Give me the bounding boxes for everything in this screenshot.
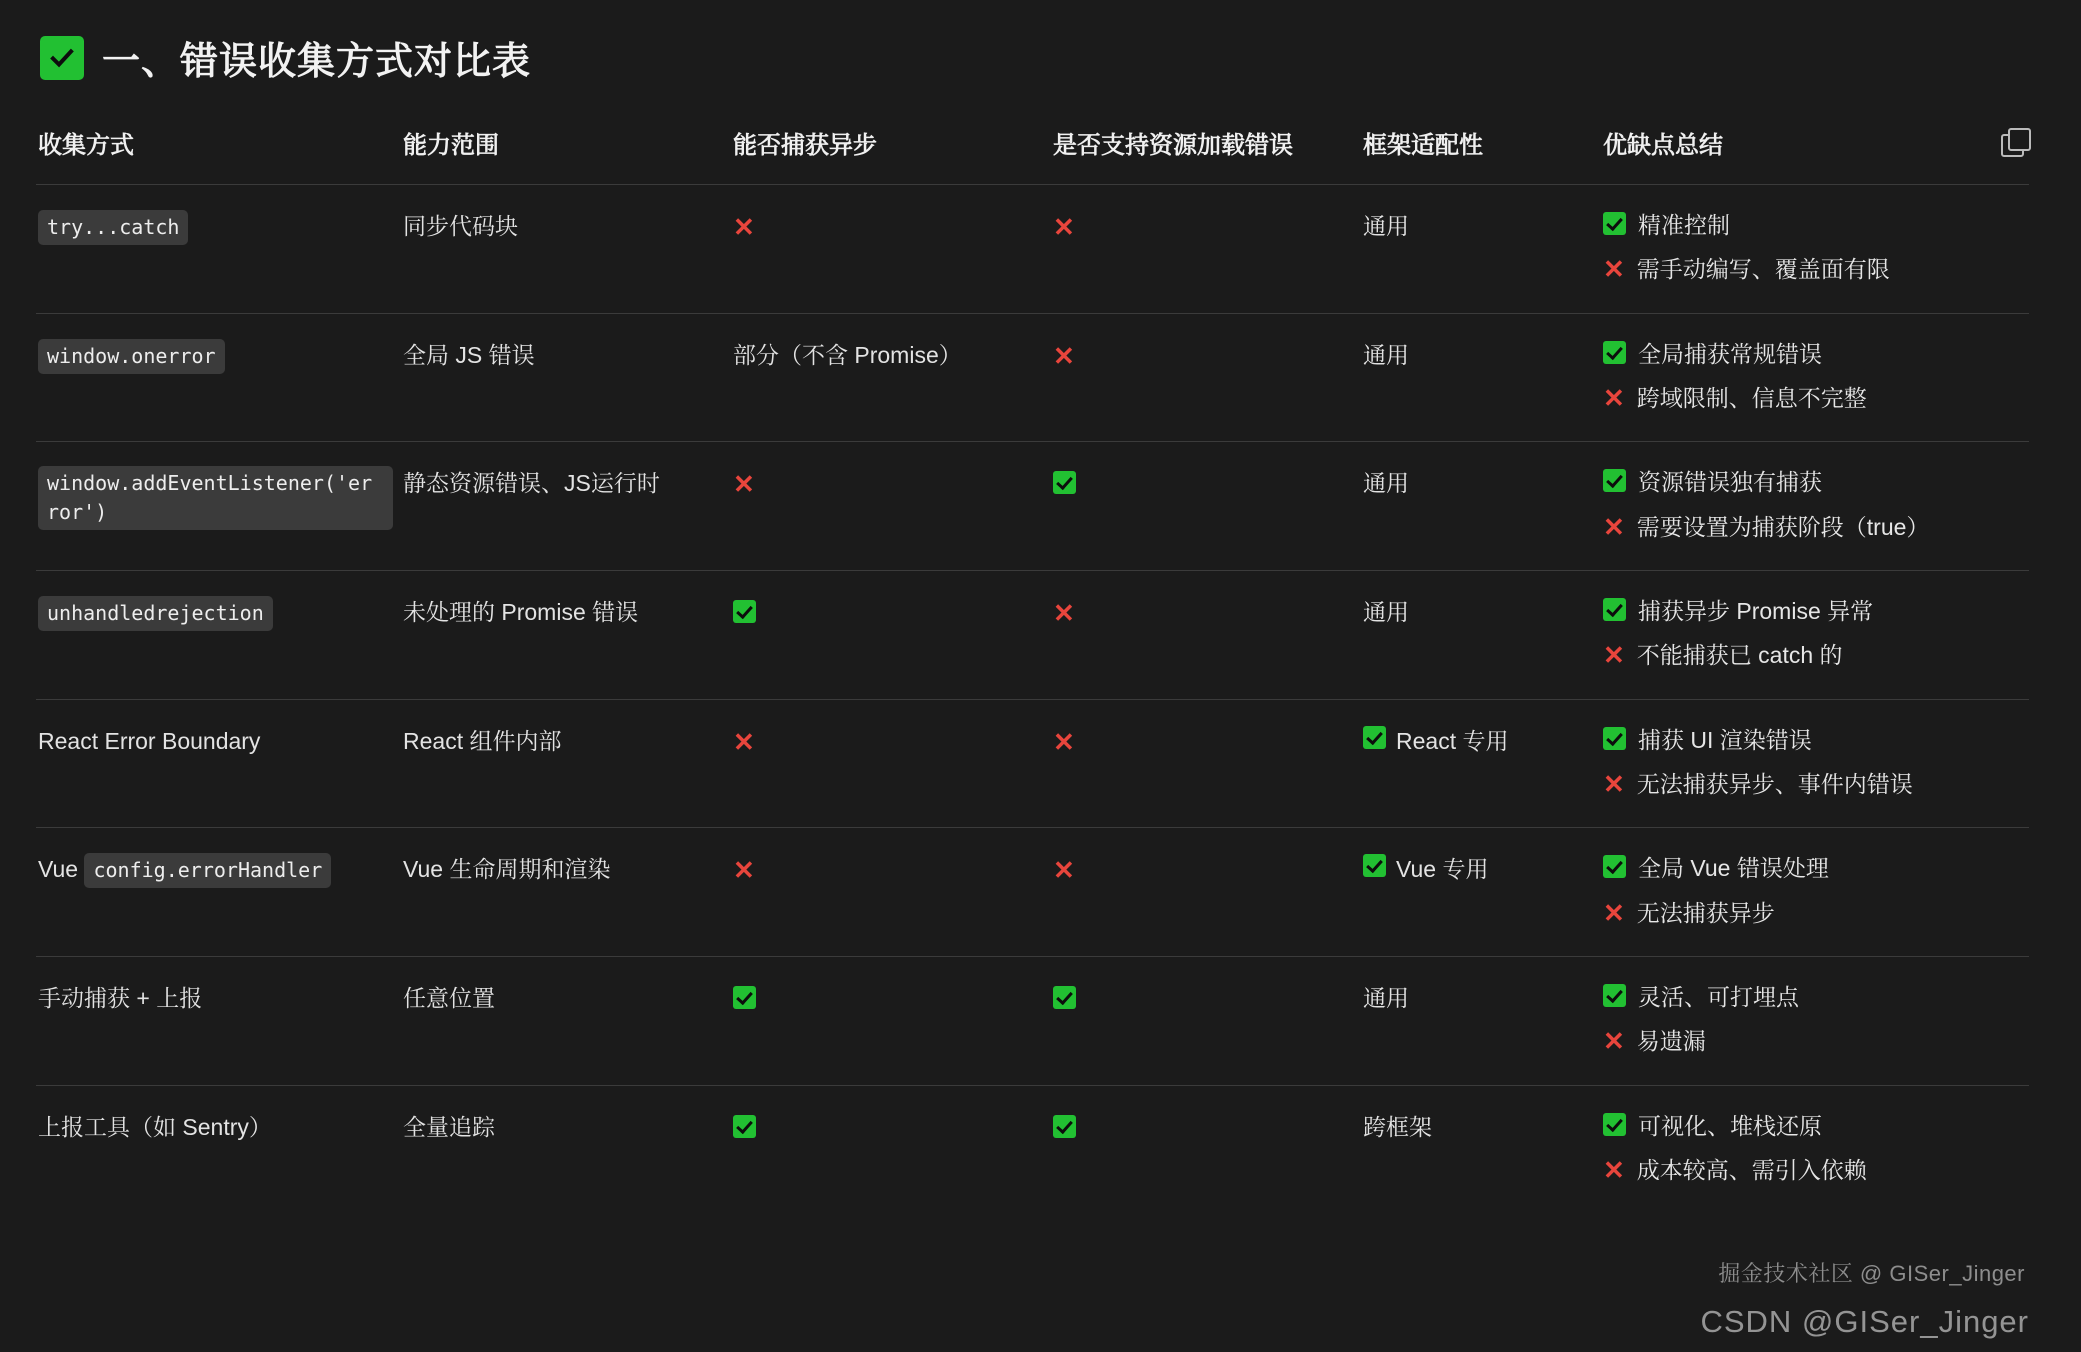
table-body bbox=[36, 185, 2029, 1214]
summary-text: 无法捕获异步、事件内错误 bbox=[1636, 771, 1913, 798]
red-cross-icon: ✕ bbox=[1603, 1155, 1625, 1186]
green-check-icon bbox=[1363, 854, 1386, 877]
red-cross-icon: ✕ bbox=[1603, 769, 1625, 800]
red-cross-icon: ✕ bbox=[733, 469, 755, 500]
red-cross-icon: ✕ bbox=[1053, 855, 1075, 886]
cell-method bbox=[36, 185, 401, 314]
cell-async bbox=[731, 828, 1051, 957]
cell-scope: 全局 JS 错误 bbox=[401, 313, 731, 442]
table-row bbox=[36, 1085, 2029, 1213]
cell-summary bbox=[1601, 442, 2029, 571]
cell-resource bbox=[1051, 571, 1361, 700]
red-cross-icon: ✕ bbox=[1053, 726, 1075, 757]
cell-resource bbox=[1051, 185, 1361, 314]
cell-framework bbox=[1361, 1085, 1601, 1213]
red-cross-icon: ✕ bbox=[1603, 511, 1625, 542]
column-header-method: 收集方式 bbox=[36, 125, 401, 185]
red-cross-icon: ✕ bbox=[733, 212, 755, 242]
cell-framework bbox=[1361, 571, 1601, 700]
red-cross-icon: ✕ bbox=[733, 855, 755, 886]
method-code: try...catch bbox=[38, 210, 188, 245]
summary-list bbox=[1603, 466, 2021, 544]
list-item bbox=[1603, 382, 2021, 415]
summary-text: 捕获 UI 渲染错误 bbox=[1638, 726, 1812, 753]
table-header-row bbox=[36, 125, 2029, 185]
cell-framework bbox=[1361, 699, 1601, 828]
cell-method bbox=[36, 571, 401, 700]
summary-text: 需手动编写、覆盖面有限 bbox=[1636, 256, 1890, 283]
green-check-icon bbox=[1053, 1115, 1076, 1138]
summary-text: 精准控制 bbox=[1638, 212, 1730, 238]
method-code: window.addEventListener('error') bbox=[38, 466, 393, 530]
green-check-icon bbox=[1603, 341, 1626, 364]
framework-label: 跨框架 bbox=[1363, 1113, 1432, 1140]
list-item bbox=[1603, 253, 2021, 286]
list-item bbox=[1603, 511, 2021, 544]
summary-text: 全局 Vue 错误处理 bbox=[1638, 855, 1829, 882]
framework-label: Vue 专用 bbox=[1396, 856, 1489, 883]
red-cross-icon: ✕ bbox=[1603, 254, 1625, 285]
page-title bbox=[40, 30, 2039, 85]
red-cross-icon: ✕ bbox=[1603, 1026, 1625, 1057]
summary-list bbox=[1603, 852, 2021, 930]
cell-summary bbox=[1601, 699, 2029, 828]
table-row bbox=[36, 571, 2029, 700]
red-cross-icon: ✕ bbox=[1603, 897, 1625, 928]
watermark-csdn: CSDN @GISer_Jinger bbox=[1700, 1304, 2029, 1339]
summary-text: 全局捕获常规错误 bbox=[1638, 340, 1822, 367]
summary-text: 灵活、可打埋点 bbox=[1638, 984, 1799, 1011]
green-check-icon bbox=[1603, 212, 1626, 235]
green-check-icon bbox=[1603, 984, 1626, 1007]
column-header-async: 能否捕获异步 bbox=[731, 125, 1051, 185]
error-collection-comparison-table bbox=[36, 125, 2029, 1214]
list-item bbox=[1603, 595, 2021, 628]
framework-label: 通用 bbox=[1363, 213, 1409, 239]
red-cross-icon: ✕ bbox=[1053, 598, 1075, 629]
table-row bbox=[36, 313, 2029, 442]
cell-summary bbox=[1601, 185, 2029, 314]
cell-framework bbox=[1361, 185, 1601, 314]
summary-list bbox=[1603, 338, 2021, 416]
red-cross-icon: ✕ bbox=[1603, 640, 1625, 671]
list-item bbox=[1603, 768, 2021, 801]
summary-text: 跨域限制、信息不完整 bbox=[1636, 385, 1867, 412]
list-item bbox=[1603, 897, 2021, 930]
list-item bbox=[1603, 1154, 2021, 1187]
green-check-icon bbox=[1053, 986, 1076, 1009]
column-header-summary: 优缺点总结 bbox=[1601, 125, 2029, 185]
cell-scope: 任意位置 bbox=[401, 957, 731, 1086]
list-item bbox=[1603, 1025, 2021, 1058]
summary-list bbox=[1603, 724, 2021, 802]
red-cross-icon: ✕ bbox=[1053, 340, 1075, 371]
cell-async bbox=[731, 699, 1051, 828]
cell-scope: 全量追踪 bbox=[403, 1113, 495, 1140]
cell-resource bbox=[1051, 699, 1361, 828]
green-check-icon bbox=[1603, 855, 1626, 878]
cell-summary bbox=[1601, 957, 2029, 1086]
summary-text: 可视化、堆栈还原 bbox=[1638, 1112, 1822, 1139]
green-check-icon bbox=[1363, 726, 1386, 749]
summary-text: 易遗漏 bbox=[1636, 1028, 1706, 1055]
page-title-text: 一、错误收集方式对比表 bbox=[102, 41, 532, 83]
summary-list bbox=[1603, 209, 2021, 287]
cell-resource bbox=[1051, 957, 1361, 1086]
green-check-icon bbox=[733, 600, 756, 623]
green-check-icon bbox=[1603, 1113, 1626, 1136]
column-header-resource: 是否支持资源加载错误 bbox=[1051, 125, 1361, 185]
method-label: 手动捕获 + 上报 bbox=[38, 985, 203, 1012]
cell-async bbox=[731, 957, 1051, 1086]
watermark-juejin: 掘金技术社区 @ GISer_Jinger bbox=[1718, 1261, 2025, 1286]
framework-label: 通用 bbox=[1363, 599, 1409, 626]
cell-method bbox=[36, 699, 401, 828]
cell-scope: 静态资源错误、JS运行时 bbox=[401, 442, 731, 571]
cell-scope: 同步代码块 bbox=[401, 185, 731, 314]
cell-async: 部分（不含 Promise） bbox=[731, 313, 1051, 442]
method-code: config.errorHandler bbox=[84, 853, 331, 888]
green-check-icon bbox=[733, 986, 756, 1009]
cell-scope: React 组件内部 bbox=[401, 699, 731, 828]
cell-resource bbox=[1051, 1085, 1361, 1213]
cell-method bbox=[36, 313, 401, 442]
copy-icon[interactable] bbox=[2001, 128, 2029, 156]
framework-label: 通用 bbox=[1363, 470, 1409, 497]
table-row bbox=[36, 699, 2029, 828]
cell-scope: Vue 生命周期和渲染 bbox=[401, 828, 731, 957]
framework-label: 通用 bbox=[1363, 985, 1409, 1012]
cell-framework bbox=[1361, 828, 1601, 957]
framework-label: 通用 bbox=[1363, 341, 1409, 368]
method-code: window.onerror bbox=[38, 339, 225, 374]
cell-method bbox=[36, 1085, 401, 1213]
red-cross-icon: ✕ bbox=[733, 726, 755, 757]
table-row bbox=[36, 442, 2029, 571]
list-item bbox=[1603, 338, 2021, 371]
summary-list bbox=[1603, 1110, 2021, 1188]
summary-text: 需要设置为捕获阶段（true） bbox=[1636, 513, 1930, 540]
table-row bbox=[36, 185, 2029, 314]
green-check-icon bbox=[1603, 598, 1626, 621]
cell-method bbox=[36, 828, 401, 957]
cell-resource bbox=[1051, 828, 1361, 957]
method-label: Vue bbox=[38, 856, 79, 883]
red-cross-icon: ✕ bbox=[1053, 212, 1075, 242]
cell-summary bbox=[1601, 1085, 2029, 1213]
cell-scope: 未处理的 Promise 错误 bbox=[401, 571, 731, 700]
summary-text: 捕获异步 Promise 异常 bbox=[1638, 598, 1874, 625]
cell-summary bbox=[1601, 828, 2029, 957]
cell-framework bbox=[1361, 313, 1601, 442]
column-header-scope: 能力范围 bbox=[401, 125, 731, 185]
cell-framework bbox=[1361, 442, 1601, 571]
cell-summary bbox=[1601, 571, 2029, 700]
summary-text: 无法捕获异步 bbox=[1636, 899, 1775, 926]
green-check-icon bbox=[1603, 727, 1626, 750]
summary-text: 资源错误独有捕获 bbox=[1638, 469, 1822, 496]
list-item bbox=[1603, 639, 2021, 672]
list-item bbox=[1603, 1110, 2021, 1143]
cell-async bbox=[731, 571, 1051, 700]
cell-method bbox=[36, 442, 401, 571]
cell-framework bbox=[1361, 957, 1601, 1086]
red-cross-icon: ✕ bbox=[1603, 383, 1625, 414]
list-item bbox=[1603, 981, 2021, 1014]
column-header-framework: 框架适配性 bbox=[1361, 125, 1601, 185]
list-item bbox=[1603, 209, 2021, 242]
summary-text: 成本较高、需引入依赖 bbox=[1636, 1157, 1867, 1184]
method-label: 上报工具（如 Sentry） bbox=[38, 1113, 272, 1140]
green-check-icon bbox=[1053, 471, 1076, 494]
cell-resource bbox=[1051, 442, 1361, 571]
cell-resource bbox=[1051, 313, 1361, 442]
cell-summary bbox=[1601, 313, 2029, 442]
cell-async bbox=[731, 1085, 1051, 1213]
method-code: unhandledrejection bbox=[38, 596, 273, 631]
summary-list bbox=[1603, 595, 2021, 673]
cell-method bbox=[36, 957, 401, 1086]
cell-async bbox=[731, 442, 1051, 571]
summary-list bbox=[1603, 981, 2021, 1059]
summary-text: 不能捕获已 catch 的 bbox=[1636, 642, 1843, 669]
table-row bbox=[36, 828, 2029, 957]
method-label: React Error Boundary bbox=[38, 727, 261, 754]
framework-label: React 专用 bbox=[1396, 727, 1509, 754]
list-item bbox=[1603, 852, 2021, 885]
list-item bbox=[1603, 724, 2021, 757]
green-check-icon bbox=[40, 36, 84, 80]
table-row bbox=[36, 957, 2029, 1086]
green-check-icon bbox=[1603, 469, 1626, 492]
green-check-icon bbox=[733, 1115, 756, 1138]
list-item bbox=[1603, 466, 2021, 499]
cell-async bbox=[731, 185, 1051, 314]
